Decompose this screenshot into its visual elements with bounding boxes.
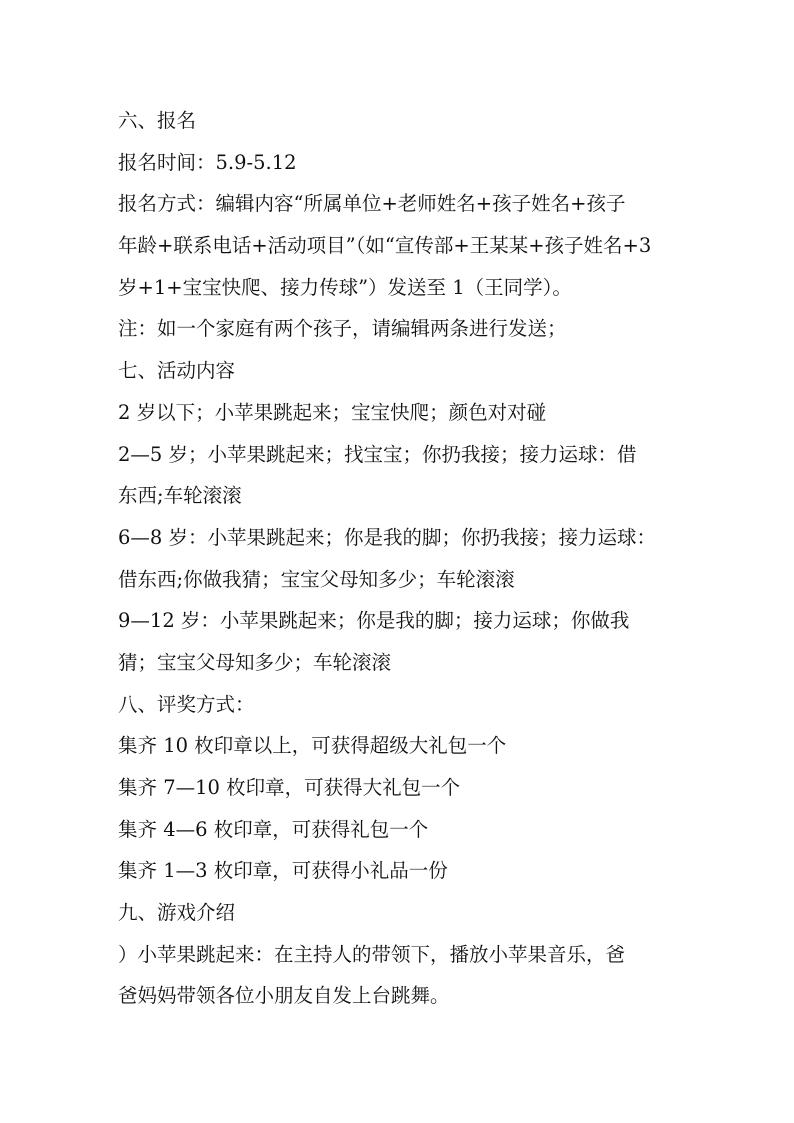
activity-under-2: 2 岁以下；小苹果跳起来；宝宝快爬；颜色对对碰 — [118, 400, 547, 424]
activity-2-5-line-2: 东西;车轮滚滚 — [118, 484, 242, 508]
game-intro-line-2: 爸妈妈带领各位小朋友自发上台跳舞。 — [118, 984, 450, 1008]
activity-9-12-line-2: 猜；宝宝父母知多少；车轮滚滚 — [118, 650, 392, 674]
section-heading-registration: 六、报名 — [118, 109, 197, 132]
activity-2-5-line-1: 2—5 岁；小苹果跳起来；找宝宝；你扔我接；接力运球：借 — [118, 442, 637, 466]
activity-9-12-line-1: 9—12 岁：小苹果跳起来；你是我的脚；接力运球；你做我 — [118, 609, 630, 633]
award-tier-2: 集齐 7—10 枚印章，可获得大礼包一个 — [118, 776, 461, 799]
registration-time: 报名时间：5.9-5.12 — [118, 150, 297, 174]
game-intro-line-1: ）小苹果跳起来：在主持人的带领下，播放小苹果音乐，爸 — [118, 942, 626, 966]
document-page — [118, 100, 678, 1017]
award-tier-4: 集齐 1—3 枚印章，可获得小礼品一份 — [118, 859, 448, 883]
award-tier-1: 集齐 10 枚印章以上，可获得超级大礼包一个 — [118, 734, 507, 758]
registration-note: 注：如一个家庭有两个孩子，请编辑两条进行发送； — [118, 317, 567, 341]
registration-method-line-2: 年龄+联系电话+活动项目”（如“宣传部+王某某+孩子姓名+3 — [118, 234, 652, 258]
registration-method-line-1: 报名方式：编辑内容“所属单位+老师姓名+孩子姓名+孩子 — [118, 192, 626, 216]
activity-6-8-line-1: 6—8 岁：小苹果跳起来；你是我的脚；你扔我接；接力运球： — [118, 525, 657, 549]
section-heading-awards: 八、评奖方式： — [118, 692, 255, 716]
award-tier-3: 集齐 4—6 枚印章，可获得礼包一个 — [118, 817, 429, 841]
section-heading-activities: 七、活动内容 — [118, 359, 236, 383]
section-heading-games: 九、游戏介绍 — [118, 901, 236, 925]
activity-6-8-line-2: 借东西;你做我猜；宝宝父母知多少；车轮滚滚 — [118, 567, 515, 591]
registration-method-line-3: 岁+1+宝宝快爬、接力传球”）发送至 1（王同学）。 — [118, 275, 572, 299]
